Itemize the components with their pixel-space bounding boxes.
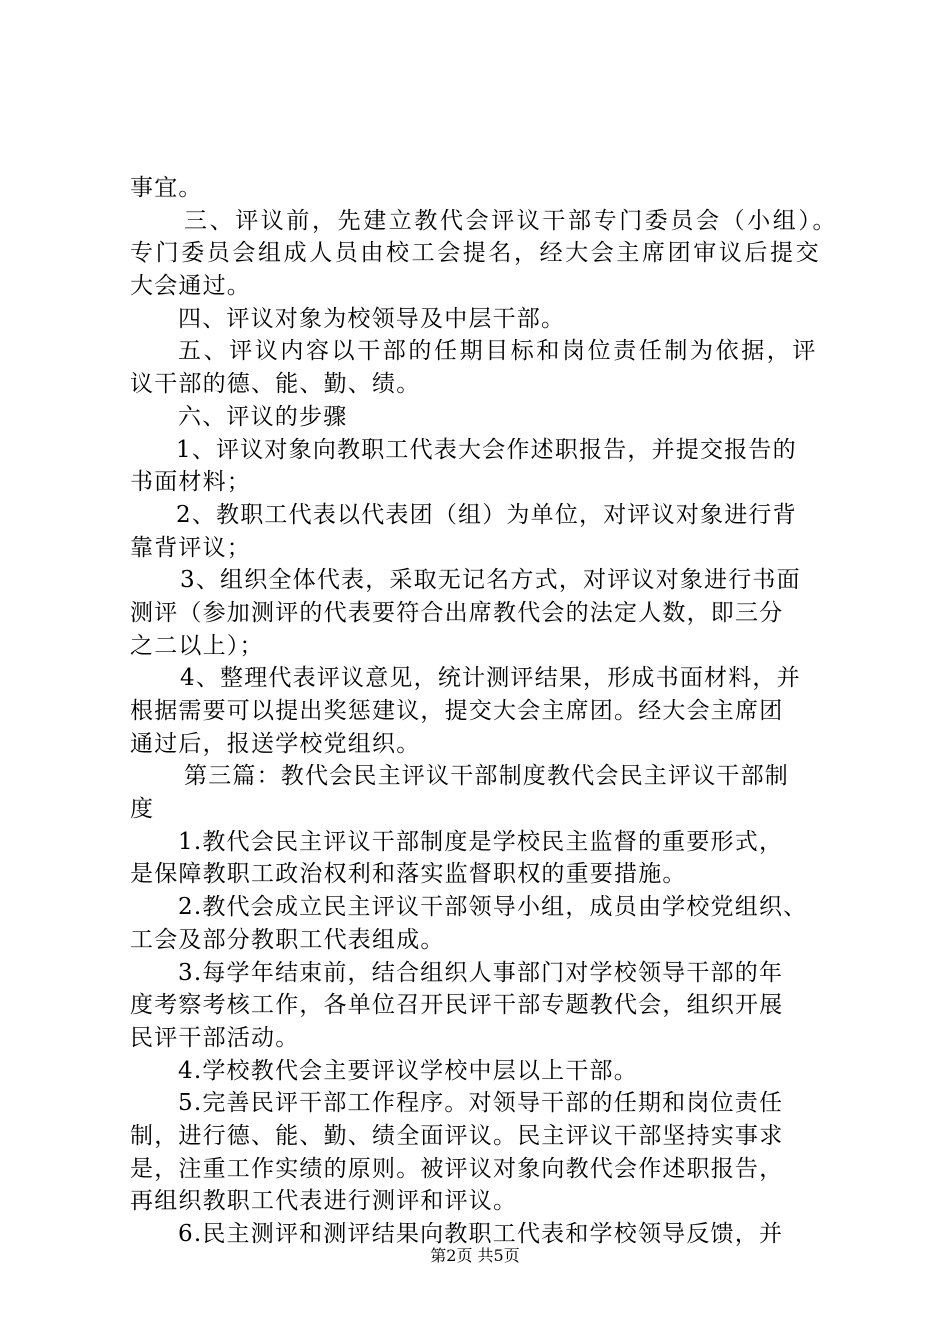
text-line: 靠背评议； xyxy=(130,534,251,561)
text-line: 通过后，报送学校党组织。 xyxy=(130,730,421,757)
text-line: 2、教职工代表以代表团（组）为单位，对评议对象进行背 xyxy=(176,501,797,528)
text-line: 三、评议前，先建立教代会评议干部专门委员会（小组）。 xyxy=(184,207,839,234)
text-line: 1、评议对象向教职工代表大会作述职报告，并提交报告的 xyxy=(176,436,797,463)
text-line: 第三篇：教代会民主评议干部制度教代会民主评议干部制 xyxy=(184,763,789,790)
text-line: 民评干部活动。 xyxy=(130,1024,300,1051)
text-line: 五、评议内容以干部的任期目标和岗位责任制为依据，评 xyxy=(178,338,818,365)
text-line: 度 xyxy=(130,796,155,823)
text-line: 工会及部分教职工代表组成。 xyxy=(130,926,445,953)
text-line: 3、组织全体代表，采取无记名方式，对评议对象进行书面 xyxy=(180,567,801,594)
text-line: 之二以上）； xyxy=(130,632,264,659)
text-line: 测评（参加测评的代表要符合出席教代会的法定人数，即三分 xyxy=(130,599,784,626)
text-line: 再组织教职工代表进行测评和评议。 xyxy=(130,1188,518,1215)
text-line: 议干部的德、能、勤、绩。 xyxy=(130,371,421,398)
text-line: 1.教代会民主评议干部制度是学校民主监督的重要形式， xyxy=(178,828,784,855)
text-line: 5.完善民评干部工作程序。对领导干部的任期和岗位责任 xyxy=(178,1090,784,1117)
text-line: 2.教代会成立民主评议干部领导小组，成员由学校党组织、 xyxy=(178,894,808,921)
text-line: 事宜。 xyxy=(130,175,203,201)
text-line: 制，进行德、能、勤、绩全面评议。民主评议干部坚持实事求 xyxy=(130,1122,784,1149)
document-body xyxy=(130,172,839,1251)
text-line: 6.民主测评和测评结果向教职工代表和学校领导反馈，并 xyxy=(178,1221,784,1247)
text-line: 大会通过。 xyxy=(130,273,251,300)
text-line: 是保障教职工政治权利和落实监督职权的重要措施。 xyxy=(130,861,687,888)
text-line: 4、整理代表评议意见，统计测评结果，形成书面材料，并 xyxy=(180,665,801,692)
text-line: 书面材料； xyxy=(130,469,251,496)
text-line: 4.学校教代会主要评议学校中层以上干部。 xyxy=(178,1057,638,1084)
text-line: 专门委员会组成人员由校工会提名，经大会主席团审议后提交 xyxy=(130,240,822,267)
text-line: 根据需要可以提出奖惩建议，提交大会主席团。经大会主席团 xyxy=(130,698,784,724)
text-line: 六、评议的步骤 xyxy=(178,403,348,430)
text-line: 度考察考核工作，各单位召开民评干部专题教代会，组织开展 xyxy=(130,992,784,1019)
page-number-footer: 第2页 共5页 xyxy=(430,1246,520,1265)
text-line: 3.每学年结束前，结合组织人事部门对学校领导干部的年 xyxy=(178,959,784,986)
text-line: 是，注重工作实绩的原则。被评议对象向教代会作述职报告， xyxy=(130,1155,784,1182)
text-line: 四、评议对象为校领导及中层干部。 xyxy=(178,305,566,332)
